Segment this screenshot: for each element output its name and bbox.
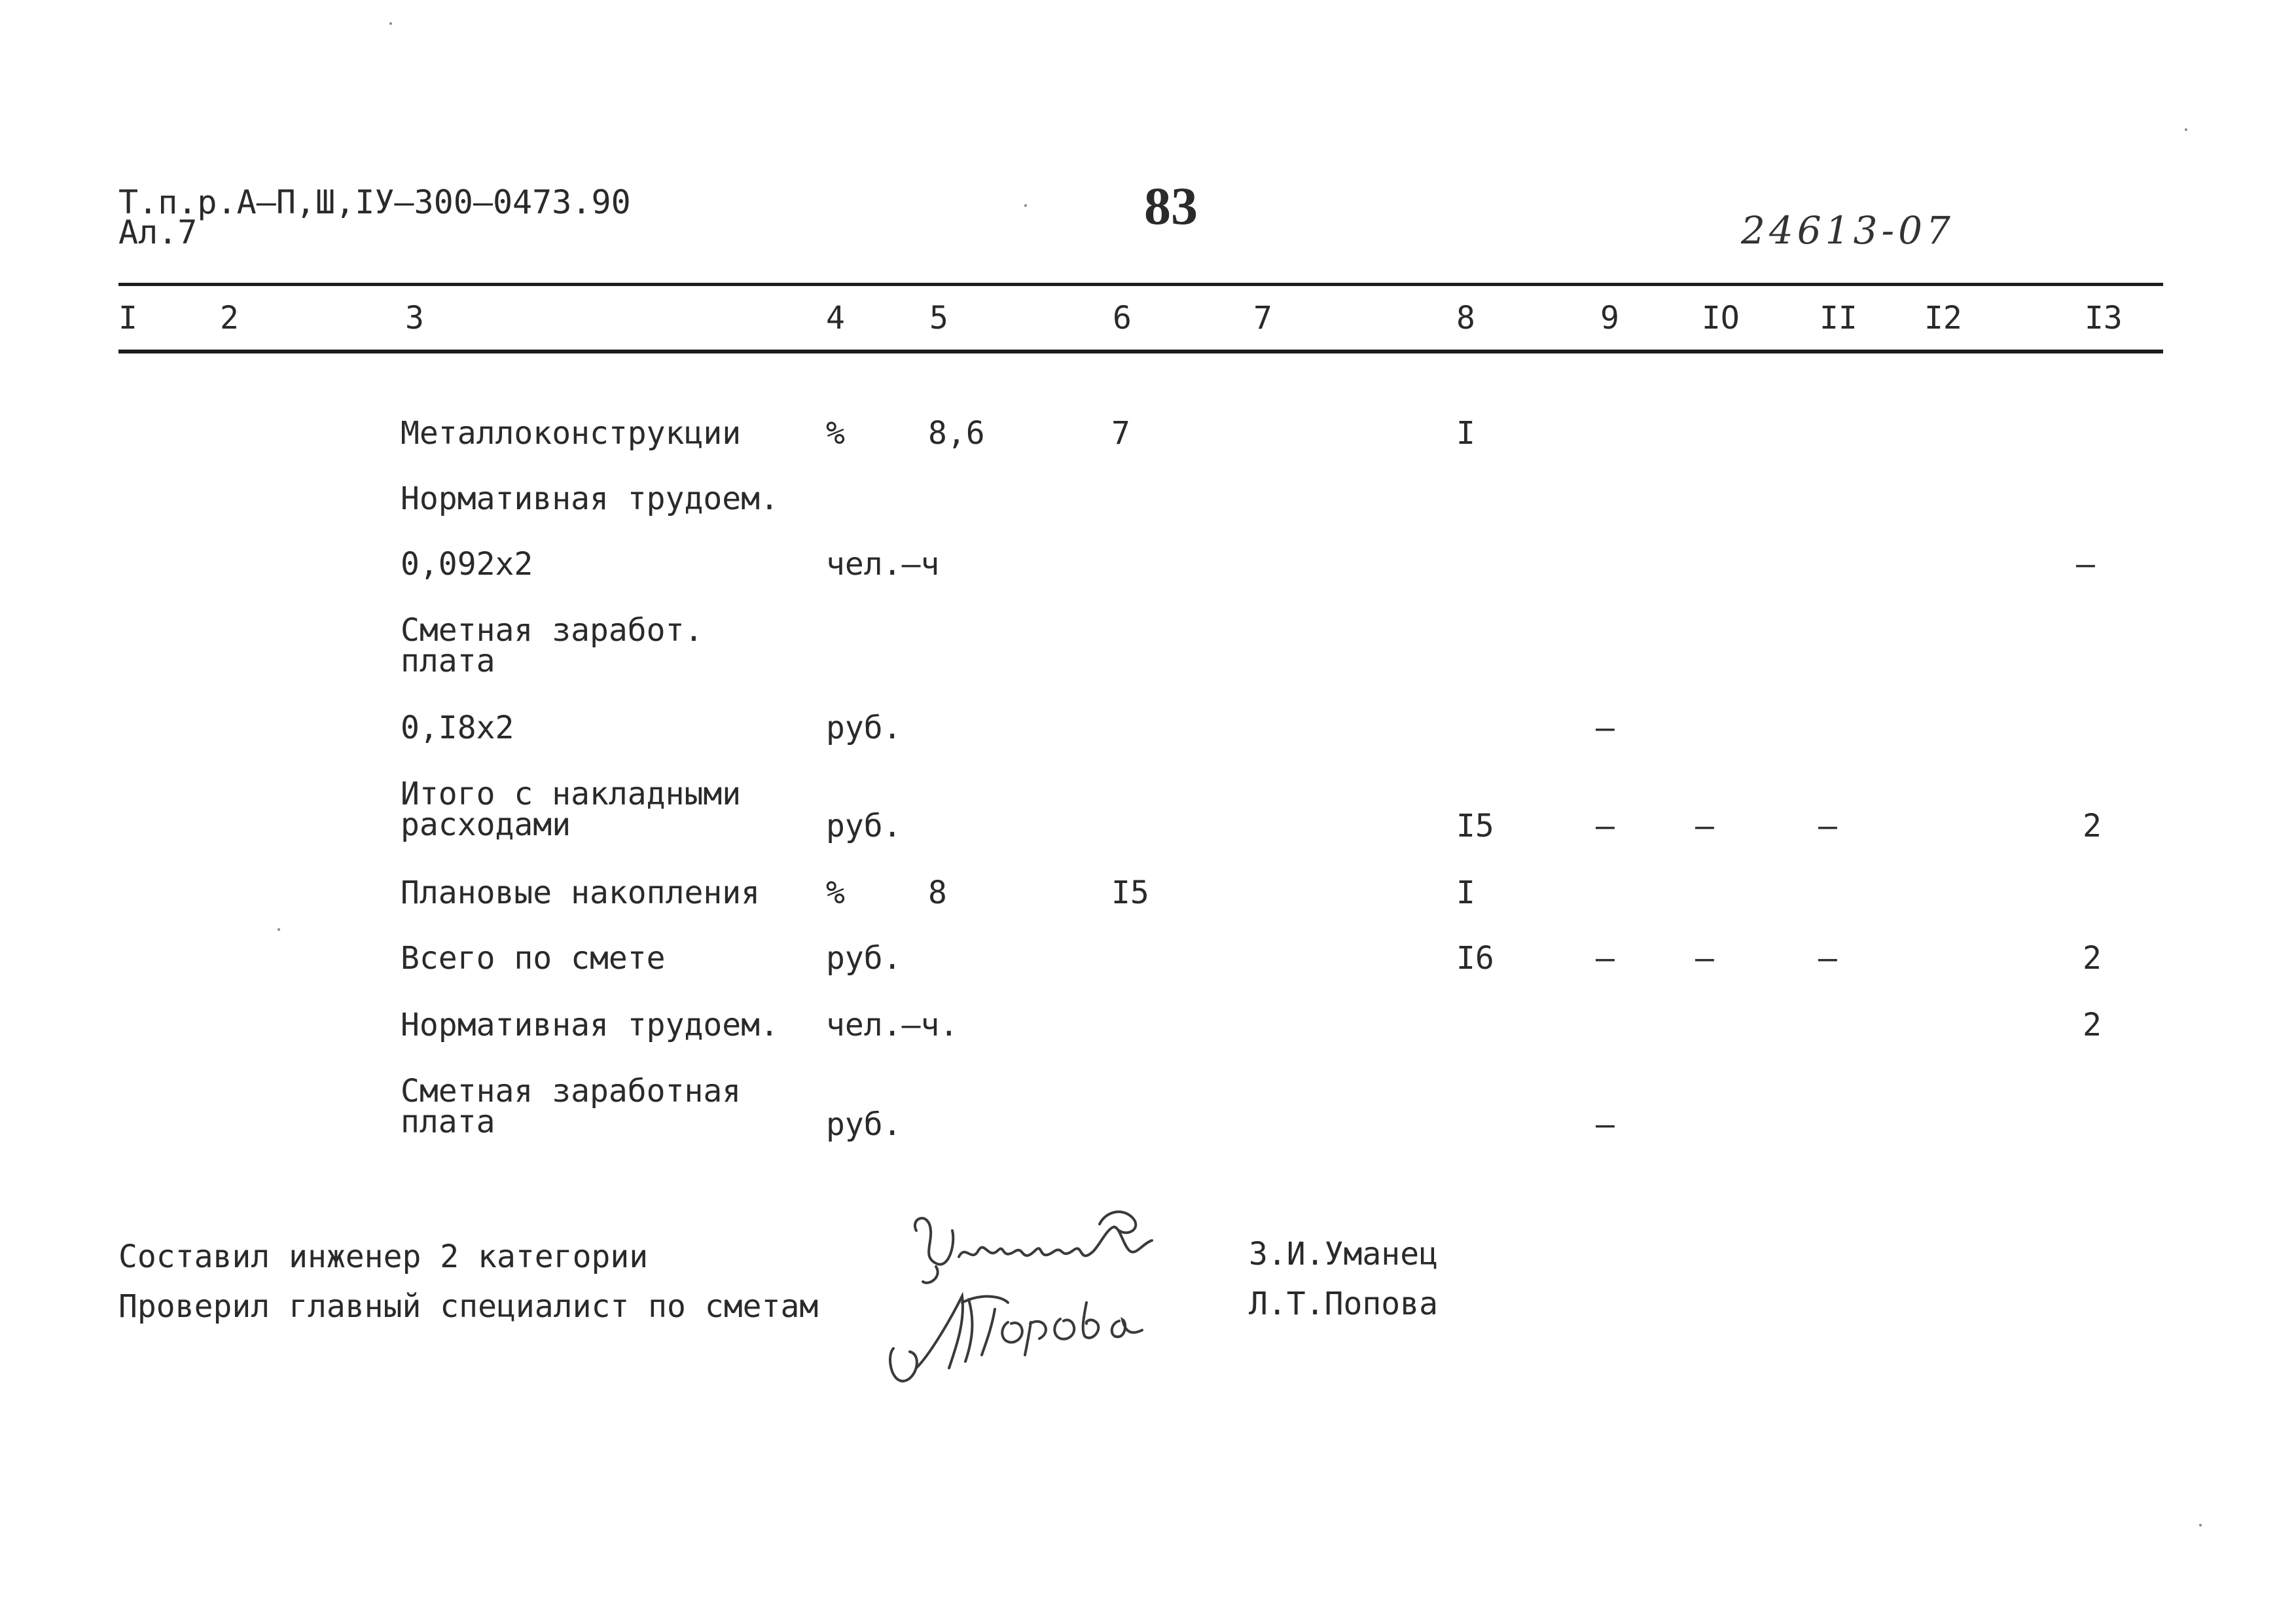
row-col8: I6 [1456,940,1494,977]
row-col8: I5 [1456,808,1494,844]
col-header-2: 2 [220,300,239,336]
col-header-5: 5 [929,300,948,336]
row-name: Нормативная трудоем. [401,480,779,517]
row-name: Всего по смете [401,940,666,977]
row-col9: – [1596,940,1615,977]
row-unit: % [826,415,845,452]
row-col5: 8 [928,875,947,911]
compiled-by-name: З.И.Уманец [1249,1236,1438,1272]
row-unit: руб. [826,808,902,844]
col-header-3: 3 [405,300,424,336]
row-col9: – [1596,1106,1615,1143]
row-name: Итого с накладными расходами [401,776,742,844]
row-col13: 2 [2083,1007,2102,1043]
document-code: Т.п.р.А–П,Ш,IУ–300–0473.90 [118,183,631,221]
row-col8: I [1456,415,1475,452]
checked-by-name: Л.Т.Попова [1249,1286,1438,1322]
col-header-9: 9 [1600,300,1619,336]
row-name: Металлоконструкции [401,415,742,452]
row-name: Сметная заработ. плата [401,612,704,680]
col-header-12: I2 [1924,300,1962,336]
col-header-10: IO [1702,300,1740,336]
table-top-rule [118,283,2163,286]
signature-popova [877,1283,1152,1401]
row-name: Плановые накопления [401,875,761,911]
archive-number: 24613-07 [1741,208,1954,253]
col-header-6: 6 [1113,300,1132,336]
row-name: 0,I8x2 [401,710,514,746]
scan-speck [389,22,392,25]
scan-speck [2199,1524,2202,1526]
page-number: 83 [1144,176,1198,236]
col-header-4: 4 [826,300,845,336]
row-unit: руб. [826,940,902,977]
col-header-7: 7 [1253,300,1272,336]
row-col13: – [2076,546,2095,583]
row-col10: – [1695,808,1714,844]
compiled-by-role: Составил инженер 2 категории [118,1238,649,1275]
album-label: Ал.7 [118,213,198,251]
row-col9: – [1596,808,1615,844]
row-unit: чел.–ч. [826,1007,959,1043]
row-name: 0,092x2 [401,546,533,583]
row-unit: % [826,875,845,911]
scan-speck [1024,204,1027,207]
scan-speck [278,928,280,931]
row-col6: 7 [1111,415,1130,452]
row-unit: чел.–ч [826,546,940,583]
row-col11: – [1818,808,1837,844]
col-header-11: II [1820,300,1857,336]
checked-by-role: Проверил главный специалист по сметам [118,1288,819,1325]
row-col5: 8,6 [928,415,985,452]
col-header-13: I3 [2085,300,2123,336]
row-col11: – [1818,940,1837,977]
row-col6: I5 [1111,875,1149,911]
row-col13: 2 [2083,940,2102,977]
row-col13: 2 [2083,808,2102,844]
row-name: Сметная заработная плата [401,1073,742,1141]
row-col8: I [1456,875,1475,911]
col-header-1: I [118,300,137,336]
col-header-8: 8 [1456,300,1475,336]
row-unit: руб. [826,710,902,746]
row-col9: – [1596,710,1615,746]
row-unit: руб. [826,1106,902,1143]
row-col10: – [1695,940,1714,977]
row-name: Нормативная трудоем. [401,1007,779,1043]
table-header-rule [118,350,2163,353]
signature-umanets [903,1204,1165,1290]
scan-speck [2185,128,2187,131]
